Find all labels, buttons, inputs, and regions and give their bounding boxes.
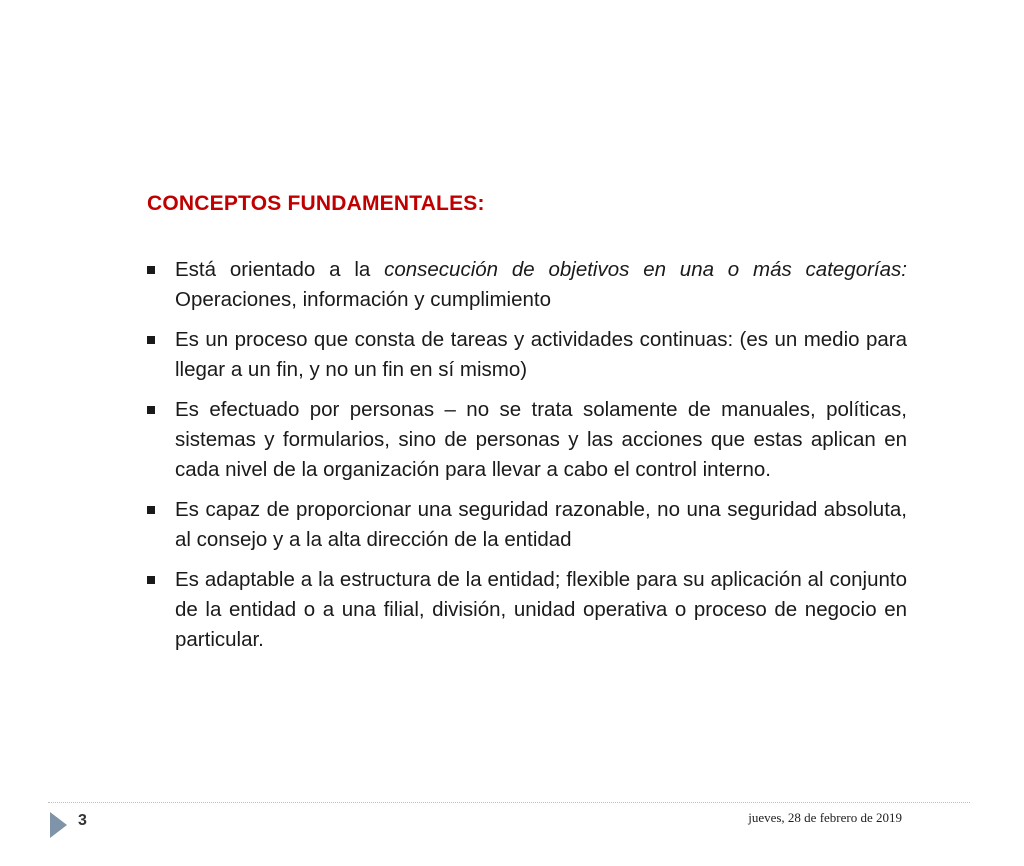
- slide-heading: CONCEPTOS FUNDAMENTALES:: [147, 192, 485, 215]
- bullet-item: [147, 395, 907, 485]
- footer-date: jueves, 28 de febrero de 2019: [748, 810, 902, 825]
- square-bullet-icon: [147, 406, 155, 414]
- square-bullet-icon: [147, 336, 155, 344]
- bullet-text: consecución de objetivos en una o más categorías:: [384, 258, 907, 281]
- square-bullet-icon: [147, 576, 155, 584]
- bullet-text: Es capaz de proporcionar una seguridad razonable, no una seguridad absoluta, al consejo y a la alta dirección de la entidad: [175, 498, 907, 551]
- bullet-item: [147, 495, 907, 555]
- play-arrow-icon: [50, 812, 67, 838]
- bullet-text: Es adaptable a la estructura de la entidad; flexible para su aplicación al conjunto de la entidad o a una filial, división, unidad operativa o proceso de negocio en particular.: [175, 568, 907, 651]
- page-number: 3: [78, 812, 87, 829]
- bullet-text: Está orientado a la: [175, 258, 385, 281]
- bullet-text: Es efectuado por personas – no se trata solamente de manuales, políticas, sistemas y formularios, sino de personas y las acciones que estas aplican en cada nivel de la organización para llevar a cabo el control interno.: [175, 398, 907, 481]
- square-bullet-icon: [147, 506, 155, 514]
- bullet-text: Operaciones, información y cumplimiento: [175, 288, 551, 311]
- square-bullet-icon: [147, 266, 155, 274]
- bullet-text: Es un proceso que consta de tareas y actividades continuas: (es un medio para llegar a un fin, y no un fin en sí mismo): [175, 328, 907, 381]
- bullet-item: [147, 565, 907, 655]
- footer-divider: [48, 802, 970, 803]
- bullet-item: [147, 325, 907, 385]
- bullet-list: [147, 255, 907, 665]
- bullet-item: [147, 255, 907, 315]
